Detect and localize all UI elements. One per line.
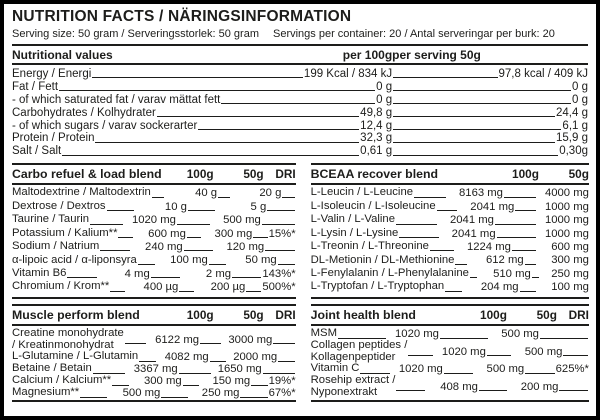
- ingredient-label: Vitamin C: [310, 362, 360, 375]
- value-50g: 500 mg: [524, 345, 563, 358]
- ingredient-label: L-Leucin / L-Leucine: [310, 186, 414, 199]
- leader-line: [107, 210, 134, 211]
- leader-line: [183, 385, 199, 386]
- value-50g: 120 mg: [226, 240, 265, 253]
- value-dri: 500%*: [262, 281, 296, 294]
- panel-rows: [12, 185, 296, 297]
- ingredient-label: Maltodextrine / Maltodextrin: [12, 186, 151, 199]
- value-50g: 200 µg: [210, 281, 246, 294]
- value-dri: 15%*: [268, 227, 296, 240]
- leader-line: [62, 155, 359, 156]
- value-50g: 150 mg: [212, 375, 251, 388]
- leader-line: [198, 129, 359, 130]
- leader-line: [393, 155, 558, 156]
- blend-row: [12, 281, 296, 293]
- blend-row: [311, 241, 589, 253]
- blend-row: [12, 228, 296, 240]
- nutrient-label: Fat / Fett: [12, 80, 59, 93]
- col-100g: 100g: [186, 167, 214, 182]
- ingredient-label: Collagen peptides / Kollagenpeptider: [310, 339, 408, 363]
- ingredient-label: Betaine / Betain: [12, 362, 92, 375]
- leader-line: [177, 224, 210, 225]
- ingredient-label: L-Treonin / L-Threonine: [310, 240, 429, 253]
- leader-line: [232, 277, 261, 278]
- ingredient-label: Vitamin B6: [12, 267, 67, 280]
- value-100g: 240 mg: [145, 240, 183, 253]
- leader-line: [393, 142, 555, 143]
- leader-line: [525, 373, 554, 374]
- blend-panels: [12, 163, 588, 402]
- leader-line: [414, 197, 446, 198]
- value-50g: 300 mg: [551, 254, 589, 267]
- value-100g: 8163 mg: [459, 187, 503, 200]
- value-100g: 1020 mg: [441, 345, 486, 358]
- col-100g: 100g: [186, 308, 214, 323]
- value-100g: 2041 mg: [449, 214, 494, 227]
- value-50g: 500 mg: [223, 214, 261, 227]
- serving-info: [12, 28, 588, 40]
- value-50g: 500 mg: [486, 363, 525, 376]
- blend-row: [12, 363, 296, 375]
- ingredient-label: L-Valin / L-Valine: [310, 213, 395, 226]
- table-row: [12, 119, 588, 132]
- leader-line: [179, 373, 211, 374]
- ingredient-label: Potassium / Kalium**: [12, 226, 118, 239]
- leader-line: [151, 277, 180, 278]
- leader-line: [210, 361, 226, 362]
- panel-muscle-perform-blend: [12, 304, 296, 402]
- value-per-serving: 0,30g: [559, 145, 588, 158]
- panel-title: Carbo refuel & load blend: [12, 167, 162, 182]
- value-50g: 100 mg: [551, 281, 589, 294]
- leader-line: [278, 361, 294, 362]
- leader-line: [118, 237, 132, 238]
- leader-line: [282, 197, 294, 198]
- nutrient-label: Salt / Salt: [12, 145, 62, 158]
- leader-line: [138, 264, 155, 265]
- value-per-100g: 0 g: [376, 93, 393, 106]
- nutritional-values-table: [12, 44, 588, 160]
- leader-line: [532, 277, 539, 278]
- leader-line: [251, 385, 267, 386]
- leader-line: [430, 250, 454, 251]
- leader-line: [125, 343, 146, 344]
- leader-line: [161, 397, 188, 398]
- value-100g: 10 g: [164, 200, 187, 213]
- value-per-serving: 6,1 g: [562, 119, 588, 132]
- leader-line: [520, 291, 536, 292]
- leader-line: [393, 103, 571, 104]
- table-row: [12, 106, 588, 119]
- leader-line: [504, 197, 536, 198]
- value-100g: 2041 mg: [470, 200, 515, 213]
- value-50g: 300 mg: [214, 227, 253, 240]
- ingredient-label: Magnesium**: [12, 386, 80, 399]
- panel-joint-health-blend: [311, 304, 589, 402]
- leader-line: [278, 264, 295, 265]
- value-100g: 100 mg: [170, 254, 208, 267]
- value-50g: 2000 mg: [233, 351, 278, 364]
- ingredient-label: Rosehip extract / Nyponextrakt: [310, 374, 396, 398]
- col-dri: DRI: [568, 308, 589, 323]
- leader-line: [396, 224, 437, 225]
- value-100g: 1020 mg: [395, 328, 439, 341]
- col-50g: 50g: [568, 167, 589, 182]
- value-per-serving: 97,8 kcal / 409 kJ: [498, 67, 588, 80]
- value-50g: 3000 mg: [228, 333, 273, 346]
- leader-line: [559, 390, 588, 391]
- leader-line: [246, 291, 261, 292]
- value-50g: 50 mg: [245, 254, 277, 267]
- leader-line: [188, 210, 215, 211]
- blend-row: [12, 328, 296, 351]
- leader-line: [221, 103, 375, 104]
- leader-line: [112, 385, 128, 386]
- value-100g: 3367 mg: [133, 363, 178, 376]
- ingredient-label: MSM: [310, 327, 337, 340]
- value-100g: 300 mg: [143, 375, 182, 388]
- col-50g: 50g: [243, 167, 264, 182]
- blend-row: [12, 268, 296, 280]
- value-50g: 20 g: [259, 187, 282, 200]
- ingredient-label: Chromium / Krom**: [12, 280, 110, 293]
- leader-line: [525, 264, 536, 265]
- leader-line: [267, 210, 294, 211]
- leader-line: [563, 355, 588, 356]
- ingredient-label: Taurine / Taurin: [12, 213, 90, 226]
- leader-line: [408, 355, 433, 356]
- panel-rows: [311, 185, 589, 297]
- value-100g: 40 g: [195, 187, 218, 200]
- value-dri: 67%*: [268, 387, 296, 400]
- leader-line: [92, 77, 303, 78]
- leader-line: [440, 338, 488, 339]
- leader-line: [218, 197, 230, 198]
- value-per-serving: 0 g: [572, 93, 588, 106]
- leader-line: [139, 361, 155, 362]
- table-row: [12, 93, 588, 106]
- nutrient-label: - of which sugars / varav sockerarter: [12, 119, 198, 132]
- nutrient-label: Energy / Energi: [12, 67, 92, 80]
- value-100g: 4082 mg: [164, 351, 209, 364]
- panel-header: [311, 304, 589, 326]
- leader-line: [187, 237, 201, 238]
- leader-line: [455, 264, 466, 265]
- nutrient-label: Carbohydrates / Kolhydrater: [12, 106, 156, 119]
- value-100g: 600 mg: [148, 227, 186, 240]
- panel-header: [12, 163, 296, 185]
- leader-line: [515, 210, 536, 211]
- leader-line: [479, 390, 508, 391]
- value-100g: 2041 mg: [451, 227, 496, 240]
- leader-line: [184, 250, 213, 251]
- leader-line: [59, 90, 375, 91]
- blend-row: [311, 281, 589, 293]
- blend-row: [12, 241, 296, 253]
- value-100g: 1224 mg: [466, 240, 511, 253]
- value-50g: 250 mg: [551, 267, 589, 280]
- ingredient-label: L-Glutamine / L-Glutamin: [12, 350, 139, 363]
- value-dri: 143%*: [262, 267, 296, 280]
- col-dri: DRI: [275, 167, 296, 182]
- col-50g: 50g: [243, 308, 264, 323]
- blend-row: [12, 375, 296, 387]
- col-per-serving-50g: per serving 50g: [392, 47, 481, 62]
- leader-line: [100, 250, 129, 251]
- ingredient-label: L-Tryptofan / L-Tryptophan: [310, 280, 445, 293]
- value-100g: 204 mg: [480, 281, 519, 294]
- blend-row: [12, 214, 296, 226]
- blend-row: [311, 187, 589, 199]
- leader-line: [393, 129, 561, 130]
- value-per-100g: 0,61 g: [360, 145, 393, 158]
- value-50g: 1650 mg: [217, 363, 262, 376]
- value-50g: 250 mg: [201, 387, 240, 400]
- blend-row: [311, 375, 589, 398]
- col-per-100g: per 100g: [342, 47, 393, 62]
- blend-row: [311, 201, 589, 213]
- leader-line: [240, 397, 267, 398]
- panel-rows: [12, 326, 296, 400]
- serving-size-text: Serving size: 50 gram / Serveringsstorlek: 50 gram: [12, 28, 259, 40]
- leader-line: [179, 291, 194, 292]
- panel-title: Muscle perform blend: [12, 308, 140, 323]
- value-100g: 400 µg: [143, 281, 179, 294]
- blend-row: [12, 254, 296, 266]
- panel-rows: [311, 326, 589, 400]
- value-100g: 4 mg: [124, 267, 150, 280]
- value-per-serving: 0 g: [572, 80, 588, 93]
- leader-line: [152, 197, 164, 198]
- col-50g: 50g: [536, 308, 557, 323]
- value-100g: 500 mg: [122, 387, 161, 400]
- leader-line: [253, 237, 267, 238]
- blend-row: [12, 201, 296, 213]
- value-100g: 408 mg: [440, 380, 478, 393]
- leader-line: [265, 250, 294, 251]
- ingredient-label: Dextrose / Dextros: [12, 199, 106, 212]
- panel-header: [12, 304, 296, 326]
- value-50g: 500 mg: [501, 328, 539, 341]
- leader-line: [95, 142, 359, 143]
- leader-line: [495, 224, 536, 225]
- value-50g: 2 mg: [205, 267, 232, 280]
- value-50g: 4000 mg: [544, 187, 589, 200]
- servings-per-container-text: Servings per container: 20 / Antal serveringar per burk: 20: [273, 28, 555, 40]
- ingredient-label: L-Isoleucin / L-Isoleucine: [310, 199, 436, 212]
- blend-row: [12, 187, 296, 199]
- leader-line: [263, 373, 295, 374]
- value-dri: 19%*: [268, 375, 296, 388]
- leader-line: [393, 77, 497, 78]
- value-per-serving: 24,4 g: [556, 106, 588, 119]
- value-per-100g: 199 Kcal / 834 kJ: [303, 67, 393, 80]
- leader-line: [110, 291, 125, 292]
- blend-row: [311, 340, 589, 363]
- table-row: [12, 145, 588, 158]
- leader-line: [396, 390, 425, 391]
- value-dri: 625%*: [555, 363, 589, 376]
- panel-header: [311, 163, 589, 185]
- table-row: [12, 68, 588, 81]
- ingredient-label: Calcium / Kalcium**: [12, 374, 112, 387]
- leader-line: [200, 343, 221, 344]
- page-title: NUTRITION FACTS / NÄRINGSINFORMATION: [12, 8, 352, 25]
- leader-line: [444, 373, 473, 374]
- leader-line: [445, 291, 461, 292]
- value-100g: 1020 mg: [398, 363, 443, 376]
- value-50g: 600 mg: [551, 240, 589, 253]
- leader-line: [487, 355, 512, 356]
- leader-line: [470, 277, 477, 278]
- nutrient-label: - of which saturated fat / varav mättat fett: [12, 93, 221, 106]
- value-50g: 5 g: [250, 200, 267, 213]
- ingredient-label: L-Fenylalanin / L-Phenylalanine: [310, 267, 469, 280]
- leader-line: [262, 224, 295, 225]
- col-dri: DRI: [275, 308, 296, 323]
- value-100g: 510 mg: [493, 267, 531, 280]
- ingredient-label: DL-Metionin / DL-Methionine: [310, 253, 455, 266]
- value-per-100g: 0 g: [376, 80, 393, 93]
- nutrient-label: Protein / Protein: [12, 132, 95, 145]
- leader-line: [80, 397, 107, 398]
- leader-line: [437, 210, 458, 211]
- blend-row: [311, 214, 589, 226]
- value-per-100g: 32,3 g: [360, 132, 393, 145]
- leader-line: [209, 264, 226, 265]
- blend-row: [12, 387, 296, 399]
- ingredient-label: α-lipoic acid / α-liponsyra: [12, 253, 137, 266]
- blend-row: [12, 351, 296, 363]
- value-50g: 1000 mg: [544, 200, 589, 213]
- leader-line: [157, 116, 359, 117]
- value-per-100g: 49,8 g: [360, 106, 393, 119]
- value-50g: 1000 mg: [544, 227, 589, 240]
- leader-line: [399, 237, 438, 238]
- value-per-100g: 12,4 g: [360, 119, 393, 132]
- nutritional-values-rows: [12, 65, 588, 160]
- leader-line: [273, 343, 294, 344]
- panel-bceaa-recover-blend: [311, 163, 589, 299]
- nutritional-values-title: Nutritional values: [12, 47, 113, 62]
- leader-line: [67, 277, 96, 278]
- value-per-serving: 15,9 g: [556, 132, 588, 145]
- col-100g: 100g: [512, 167, 539, 182]
- col-100g: 100g: [480, 308, 507, 323]
- leader-line: [497, 237, 536, 238]
- blend-row: [311, 268, 589, 280]
- leader-line: [393, 90, 571, 91]
- ingredient-label: Creatine monohydrate / Kreatinmonohydrat: [12, 327, 124, 351]
- leader-line: [512, 250, 536, 251]
- panel-title: Joint health blend: [310, 308, 416, 323]
- value-100g: 6122 mg: [155, 333, 200, 346]
- value-100g: 612 mg: [485, 254, 524, 267]
- leader-line: [90, 224, 123, 225]
- blend-row: [311, 228, 589, 240]
- value-50g: 200 mg: [520, 380, 559, 393]
- value-100g: 1020 mg: [131, 214, 176, 227]
- blend-row: [311, 254, 589, 266]
- value-50g: 1000 mg: [544, 214, 589, 227]
- table-row: [12, 132, 588, 145]
- ingredient-label: Sodium / Natrium: [12, 240, 100, 253]
- leader-line: [540, 338, 588, 339]
- ingredient-label: L-Lysin / L-Lysine: [310, 226, 399, 239]
- panel-carbo-refuel-load-blend: [12, 163, 296, 299]
- leader-line: [393, 116, 555, 117]
- nutritional-values-header: [12, 44, 588, 65]
- panel-title: BCEAA recover blend: [310, 167, 438, 182]
- table-row: [12, 80, 588, 93]
